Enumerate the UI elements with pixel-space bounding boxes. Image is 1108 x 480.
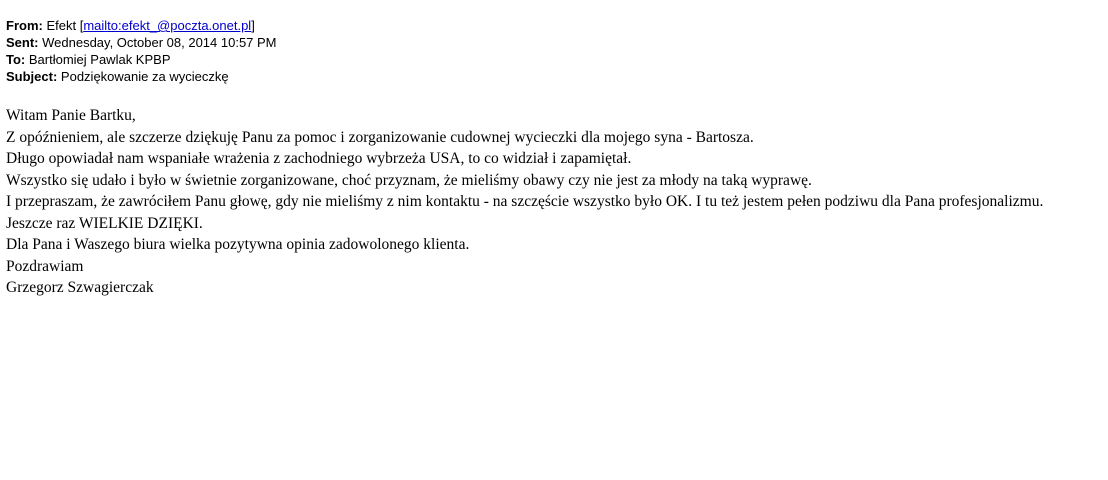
- to-value: Bartłomiej Pawlak KPBP: [28, 52, 171, 67]
- body-line: Pozdrawiam: [6, 257, 84, 275]
- header-row-subject: [6, 69, 1108, 86]
- subject-label: Subject:: [6, 69, 58, 84]
- from-mailto-link[interactable]: mailto:efekt_@poczta.onet.pl: [83, 18, 252, 33]
- from-bracket-open: [: [79, 18, 84, 33]
- from-label: From:: [6, 18, 43, 33]
- body-line: Z opóźnieniem, ale szczerze dziękuję Panu za pomoc i zorganizowanie cudownej wycieczki dla mojego syna - Bartosza.: [6, 128, 754, 146]
- sent-label: Sent:: [6, 35, 39, 50]
- body-line: Grzegorz Szwagierczak: [6, 279, 154, 296]
- header-row-sent: [6, 35, 1108, 52]
- email-header-block: [6, 18, 1108, 86]
- header-row-to: [6, 52, 1108, 69]
- body-line: I przepraszam, że zawróciłem Panu głowę, gdy nie mieliśmy z nim kontaktu - na szczęście wszystko było OK. I tu też jestem pełen podziwu dla Pana profesjonalizmu.: [6, 193, 1044, 210]
- from-bracket-close: ]: [251, 18, 255, 33]
- body-line: Witam Panie Bartku,: [6, 107, 136, 124]
- to-label: To:: [6, 52, 26, 67]
- email-body: [6, 105, 1108, 299]
- sent-value: Wednesday, October 08, 2014 10:57 PM: [42, 35, 277, 50]
- body-line: Dla Pana i Waszego biura wielka pozytywna opinia zadowolonego klienta.: [6, 236, 470, 253]
- header-row-from: [6, 18, 1108, 35]
- subject-value: Podziękowanie za wycieczkę: [60, 69, 229, 84]
- body-line: Jeszcze raz WIELKIE DZIĘKI.: [6, 214, 203, 232]
- body-line: Wszystko się udało i było w świetnie zorganizowane, choć przyznam, że mieliśmy obawy czy nie jest za młody na taką wyprawę.: [6, 171, 812, 189]
- body-line: Długo opowiadał nam wspaniałe wrażenia z zachodniego wybrzeża USA, to co widział i zapamiętał.: [6, 150, 632, 167]
- from-value: Efekt: [46, 18, 77, 33]
